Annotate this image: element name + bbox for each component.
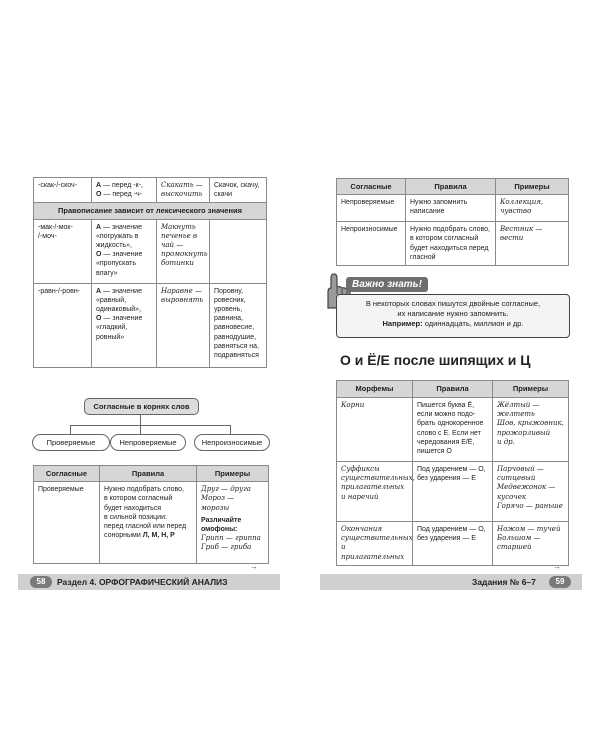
table-row xyxy=(34,482,269,564)
rule-cell: А — значение «погружать в жидкость», О — значение «пропускать влагу» xyxy=(92,219,157,283)
table-header-row xyxy=(337,381,569,398)
table-row xyxy=(337,398,569,462)
important-title: Важно знать! xyxy=(346,277,428,292)
example-cell: Жёлтый — желтеть Шов, крыжовник, прожорливый и др. xyxy=(493,398,569,462)
diagram-main-box: Согласные в корнях слов xyxy=(84,398,199,415)
next-arrow-icon: → xyxy=(553,562,561,571)
consonant-rules-table xyxy=(33,465,269,564)
column-header: Правила xyxy=(406,179,496,195)
morph-cell: -скак-/-скоч- xyxy=(34,178,92,203)
example-cell: Коллекция, чувство xyxy=(496,195,569,222)
important-line: их написание нужно запомнить. xyxy=(397,309,509,318)
column-header: Примеры xyxy=(197,466,269,482)
table-row xyxy=(34,203,267,219)
column-header: Примеры xyxy=(496,179,569,195)
diagram-box-uncheckable: Непроверяемые xyxy=(110,434,186,451)
table-header-row xyxy=(337,179,569,195)
important-example: Например: одиннадцать, миллион и др. xyxy=(382,319,524,328)
type-cell: Проверяемые xyxy=(34,482,100,564)
example-cell: Ножом — тучей Большом — старшей xyxy=(493,522,569,566)
morph-cell: Окончания существительных и прилагательных xyxy=(337,522,413,566)
type-cell: Непроизносимые xyxy=(337,222,406,266)
example-cell: Вестник — вести xyxy=(496,222,569,266)
rule-cell: Нужно подобрать слово, в котором согласный будет находиться в сильной позиции: перед гласной или перед сонорными Л, М, Н, Р xyxy=(100,482,197,564)
morph-cell: Суффиксы существительных, прилагательных и наречий xyxy=(337,462,413,522)
important-note-box xyxy=(336,294,570,338)
type-cell: Непроверяемые xyxy=(337,195,406,222)
table-header-row xyxy=(34,466,269,482)
section-heading: О и Ё/Е после шипящих и Ц xyxy=(340,352,531,368)
important-line: В некоторых словах пишутся двойные согласные, xyxy=(365,299,541,308)
footer-bar-right xyxy=(320,574,582,590)
o-yo-e-table xyxy=(336,380,569,566)
table-row xyxy=(337,522,569,566)
section-title-footer: Раздел 4. ОРФОГРАФИЧЕСКИЙ АНАЛИЗ xyxy=(57,577,228,587)
lexical-meaning-table xyxy=(33,177,267,368)
section-header-cell: Правописание зависит от лексического значения xyxy=(34,203,267,219)
diagram-connector xyxy=(70,425,230,426)
table-row xyxy=(34,283,267,367)
table-row xyxy=(337,222,569,266)
column-header: Согласные xyxy=(337,179,406,195)
page-number-right: 59 xyxy=(549,576,571,588)
morph-cell: -равн-/-ровн- xyxy=(34,283,92,367)
consonant-rules-table-2 xyxy=(336,178,569,266)
exception-cell: Поровну, ровесник, уровень, равнина, равновесие, равнодушие, равняться на, подравняться xyxy=(210,283,267,367)
rule-cell: Под ударением — О, без ударения — Е xyxy=(413,522,493,566)
diagram-box-checkable: Проверяемые xyxy=(32,434,110,451)
next-arrow-icon: → xyxy=(250,562,258,571)
column-header: Примеры xyxy=(493,381,569,398)
example-cell: Скакать — выскочить xyxy=(157,178,210,203)
table-row xyxy=(34,219,267,283)
example-cell: Наравне — выровнять xyxy=(157,283,210,367)
exception-cell: Скачок, скачу, скачи xyxy=(210,178,267,203)
rule-cell: Под ударением — О, без ударения — Е xyxy=(413,462,493,522)
rule-cell: А — перед -к-, О — перед -ч- xyxy=(92,178,157,203)
table-row xyxy=(337,195,569,222)
morph-cell: Корни xyxy=(337,398,413,462)
diagram-box-unpronounceable: Непроизносимые xyxy=(194,434,270,451)
example-cell: Макнуть печенье в чай — промокнуть ботинки xyxy=(157,219,210,283)
page-number-left: 58 xyxy=(30,576,52,588)
table-row xyxy=(337,462,569,522)
exception-cell xyxy=(210,219,267,283)
rule-cell: Нужно подобрать слово, в котором согласный будет находиться перед гласной xyxy=(406,222,496,266)
column-header: Правила xyxy=(413,381,493,398)
example-cell: Парчовый — ситцевый Медвежонок — кусочек Горячо — раньше xyxy=(493,462,569,522)
rule-cell: А — значение «равный, одинаковый», О — значение «гладкий, ровный» xyxy=(92,283,157,367)
rule-cell: Пишется буква Ё, если можно подо- брать однокоренное слово с Е. Если нет чередования Е/Ё, пишется О xyxy=(413,398,493,462)
rule-cell: Нужно запомнить написание xyxy=(406,195,496,222)
tasks-label-footer: Задания № 6–7 xyxy=(472,577,536,587)
column-header: Согласные xyxy=(34,466,100,482)
column-header: Морфемы xyxy=(337,381,413,398)
table-row xyxy=(34,178,267,203)
morph-cell: -мак-/-мок- /-моч- xyxy=(34,219,92,283)
example-cell: Друг — друга Мороз — морозы Различайте омофоны: Грипп — гриппа Гриб — гриба xyxy=(197,482,269,564)
column-header: Правила xyxy=(100,466,197,482)
